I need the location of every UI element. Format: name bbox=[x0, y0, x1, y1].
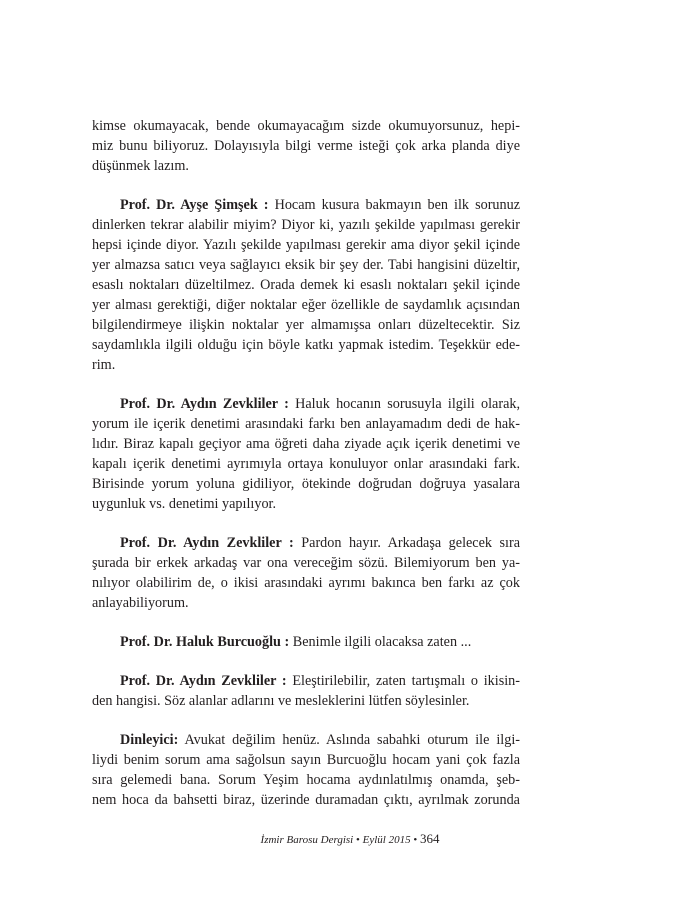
speaker-name: Prof. Dr. Ayşe Şimşek : bbox=[120, 197, 269, 213]
speaker-name: Prof. Dr. Aydın Zevkliler : bbox=[120, 673, 287, 689]
issue-date: Eylül 2015 bbox=[362, 834, 411, 846]
text-line: lıdır. Biraz kapalı geçiyor ama öğreti daha ziyade açık içerik denetimi ve bbox=[92, 436, 520, 452]
speaker-name: Prof. Dr. Aydın Zevkliler : bbox=[120, 396, 289, 412]
paragraph bbox=[92, 671, 520, 711]
text-line: kimse okumayacak, bende okumayacağım sizde okumuyorsunuz, hepi- bbox=[92, 118, 520, 134]
text-line: şurada bir erkek arkadaş var ona vereceğim sözü. Bilemiyorum ben ya- bbox=[92, 555, 520, 571]
paragraph bbox=[92, 730, 520, 810]
paragraph bbox=[92, 533, 520, 613]
text-line: Prof. Dr. Ayşe Şimşek : Hocam kusura bakmayın ben ilk sorunuz bbox=[120, 197, 521, 213]
page-number: 364 bbox=[419, 831, 440, 846]
article-body bbox=[92, 116, 520, 810]
paragraph bbox=[92, 116, 520, 176]
text-line: dinlerken tekrar alabilir miyim? Diyor ki, yazılı şekilde yapılması gerekir bbox=[92, 217, 520, 233]
text-line: Birisinde yorum yoluna gidiliyor, ötekinde doğrudan doğruya yasalara bbox=[92, 476, 520, 492]
footer-separator: • bbox=[413, 834, 418, 846]
speaker-name: Prof. Dr. Aydın Zevkliler : bbox=[120, 535, 294, 551]
text-line: rim. bbox=[92, 357, 116, 373]
paragraph bbox=[92, 632, 520, 652]
text-line: anlayabiliyorum. bbox=[92, 595, 189, 611]
paragraph bbox=[92, 394, 520, 514]
text-line: den hangisi. Söz alanlar adlarını ve mesleklerini lütfen söylesinler. bbox=[92, 693, 470, 709]
text-line: yer alması gerektiği, diğer noktalar eğer özellikle de saydamlık açısından bbox=[92, 297, 520, 313]
footer-separator: • bbox=[356, 834, 360, 846]
text-line: nılıyor olabilirim de, o ikisi arasındaki ayrımı bakınca ben farkı az çok bbox=[92, 575, 520, 591]
text-line: Prof. Dr. Aydın Zevkliler : Eleştirilebilir, zaten tartışmalı o ikisin- bbox=[120, 673, 520, 689]
text-line: bilgilendirmeye ilişkin noktalar yer almamışsa onları düzeltecektir. Siz bbox=[92, 317, 520, 333]
page-footer bbox=[0, 831, 700, 847]
text-line: yorum ile içerik denetimi arasındaki farkı ben anlayamadım dedi de hak- bbox=[92, 416, 520, 432]
text-line: Prof. Dr. Aydın Zevkliler : Pardon hayır. Arkadaşa gelecek sıra bbox=[120, 535, 520, 551]
text-line: Prof. Dr. Haluk Burcuoğlu : Benimle ilgili olacaksa zaten ... bbox=[120, 634, 472, 650]
text-line: nem hoca da bahsetti biraz, üzerinde duramadan çıktı, ayrılmak zorunda bbox=[92, 792, 520, 808]
text-line: düşünmek lazım. bbox=[92, 158, 189, 174]
text-line: yer almazsa satıcı veya sağlayıcı eksik bir şey der. Tabi hangisini düzeltir, bbox=[92, 257, 520, 273]
text-line: saydamlıkla ilgili olduğu için böyle katkı yapmak istedim. Teşekkür ede- bbox=[92, 337, 520, 353]
text-line: hepsi içinde diyor. Yazılı şekilde yapılması gerekir ama diyor şekil içinde bbox=[92, 237, 520, 253]
text-line: sıra gelemedi bana. Sorum Yeşim hocama aydınlatılmış onamda, şeb- bbox=[92, 772, 520, 788]
text-line: liydi benim sorum ama sağolsun sayın Burcuoğlu hocam yani çok fazla bbox=[92, 752, 520, 768]
text-line: Prof. Dr. Aydın Zevkliler : Haluk hocanın sorusuyla ilgili olarak, bbox=[120, 396, 521, 412]
paragraph bbox=[92, 195, 520, 375]
text-line: kapalı içerik denetimi ayrımıyla ortaya konuluyor onlar arasındaki fark. bbox=[92, 456, 520, 472]
speaker-name: Prof. Dr. Haluk Burcuoğlu : bbox=[120, 634, 290, 650]
journal-name: İzmir Barosu Dergisi bbox=[260, 834, 354, 846]
speaker-name: Dinleyici: bbox=[120, 732, 179, 748]
text-line: Dinleyici: Avukat değilim henüz. Aslında sabahki oturum ile ilgi- bbox=[120, 732, 520, 748]
text-line: esaslı noktaları düzeltilmez. Orada demek ki esaslı noktaları şekil içinde bbox=[92, 277, 520, 293]
text-line: uygunluk vs. denetimi yapılıyor. bbox=[92, 496, 277, 512]
text-line: miz bunu biliyoruz. Dolayısıyla bilgi verme isteği çok arka planda diye bbox=[92, 138, 520, 154]
